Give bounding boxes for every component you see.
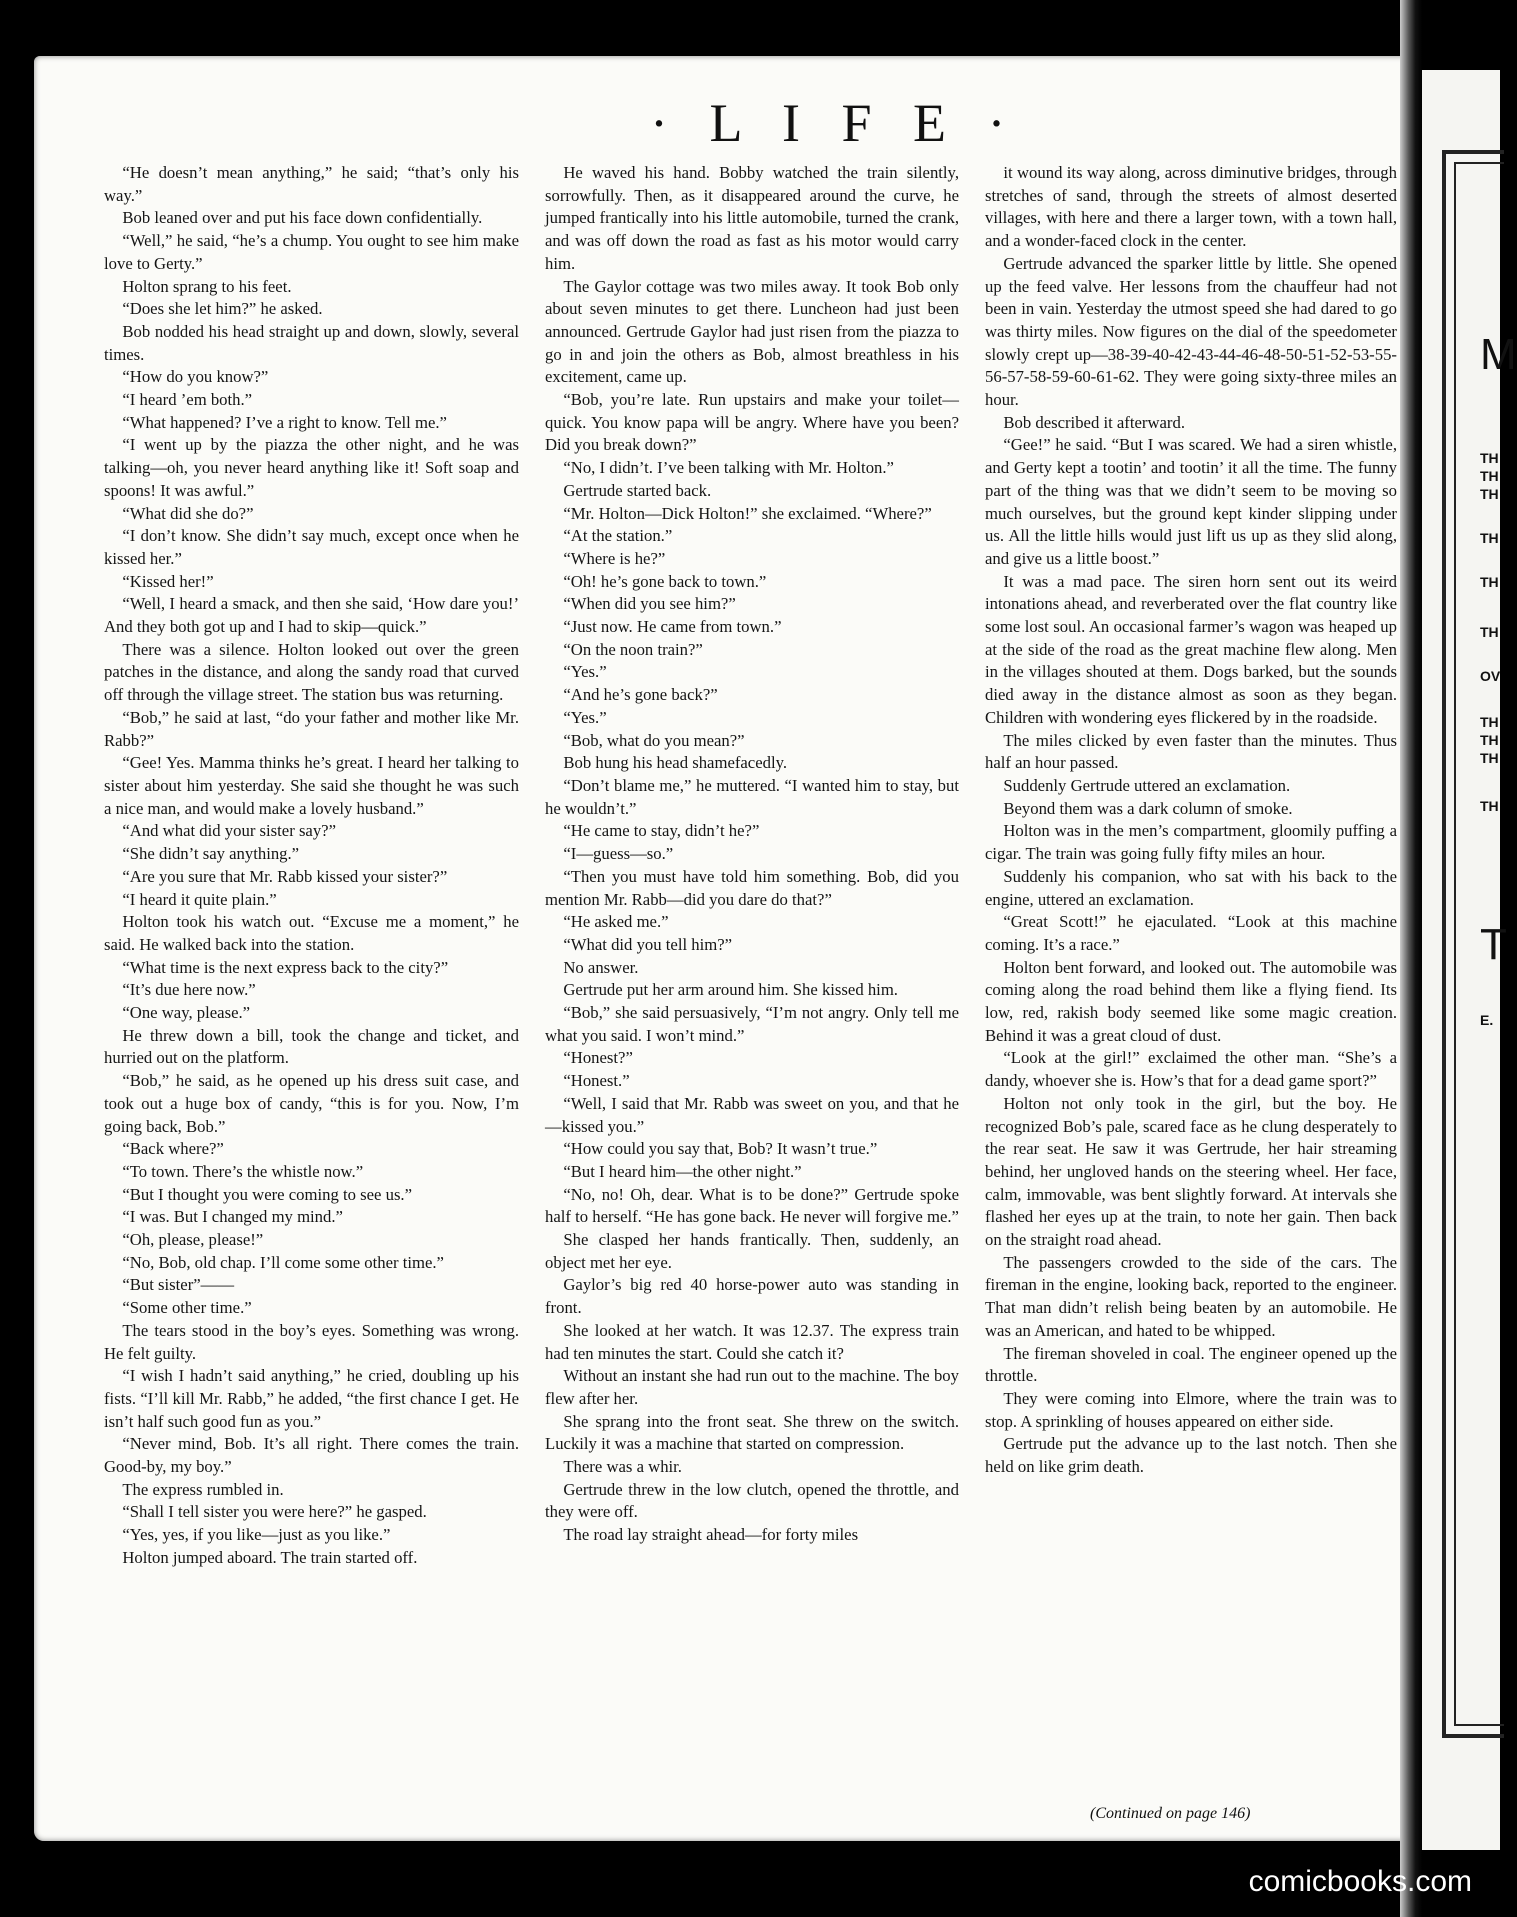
paragraph: “Bob,” she said persuasively, “I’m not angry. Only tell me what you said. I won’t mind.” (545, 1003, 959, 1045)
paragraph: “How do you know?” (122, 367, 269, 387)
paragraph: “Never mind, Bob. It’s all right. There comes the train. Good-by, my boy.” (104, 1434, 519, 1477)
facing-page-fragment: M (1480, 330, 1517, 379)
paragraph: “To town. There’s the whistle now.” (122, 1161, 364, 1181)
paragraph: He waved his hand. Bobby watched the train silently, sorrowfully. Then, as it disappeared around the curve, he jumped frantically into his little automobile, turned the crank, and was off down the road as fast as his motor would carry him. (545, 163, 959, 273)
paragraph: “Oh, please, please!” (122, 1230, 264, 1250)
paragraph: The Gaylor cottage was two miles away. It took Bob only about seven minutes to get there. Luncheon had just been announced. Gertrude Gaylor had just risen from the piazza to go in and join the others as Bob, almost breathless in his excitement, came up. (545, 276, 959, 387)
paragraph: “But I heard him—the other night.” (563, 1161, 802, 1181)
paragraph: “I heard ’em both.” (122, 390, 253, 410)
paragraph: “Mr. Holton—Dick Holton!” she exclaimed. “Where?” (563, 503, 932, 523)
paragraph: “No, Bob, old chap. I’ll come some other time.” (122, 1252, 444, 1272)
paragraph: She clasped her hands frantically. Then, suddenly, an object met her eye. (545, 1230, 959, 1272)
paragraph: “Back where?” (122, 1139, 224, 1159)
paragraph: “She didn’t say anything.” (122, 844, 300, 864)
paragraph: Bob described it afterward. (1003, 412, 1185, 432)
facing-page-fragment: TH (1480, 468, 1499, 484)
paragraph: Gertrude put her arm around him. She kissed him. (563, 980, 898, 1000)
paragraph: Gertrude threw in the low clutch, opened the throttle, and they were off. (545, 1479, 959, 1522)
text-column-2 (545, 162, 959, 1547)
facing-page-fragment: OV (1480, 668, 1501, 684)
paragraph: “He doesn’t mean anything,” he said; “that’s only his way.” (104, 163, 519, 205)
paragraph: “I was. But I changed my mind.” (122, 1207, 343, 1227)
paragraph: “Well, I heard a smack, and then she said, ‘How dare you!’ And they both got up and I had to skip—quick.” (104, 594, 519, 637)
paragraph: Holton took his watch out. “Excuse me a moment,” he said. He walked back into the station. (104, 912, 519, 954)
paragraph: “Yes, yes, if you like—just as you like.” (122, 1525, 391, 1545)
paragraph: “What did you tell him?” (563, 934, 733, 954)
paragraph: Gertrude started back. (563, 480, 712, 500)
paragraph: There was a silence. Holton looked out over the green patches in the distance, and along the sandy road that curved off through the village street. The station bus was returning. (104, 639, 519, 705)
paragraph: “Well,” he said, “he’s a chump. You ought to see him make love to Gerty.” (104, 231, 519, 273)
paragraph: “I don’t know. She didn’t say much, except once when he kissed her.” (104, 526, 519, 568)
paragraph: “He came to stay, didn’t he?” (563, 821, 760, 841)
paragraph: “Look at the girl!” exclaimed the other man. “She’s a dandy, whoever she is. How’s that for a dead game sport?” (985, 1048, 1397, 1091)
paragraph: Beyond them was a dark column of smoke. (1003, 798, 1293, 818)
paragraph: Holton was in the men’s compartment, gloomily puffing a cigar. The train was going fully fifty miles an hour. (985, 821, 1397, 864)
paragraph: “And he’s gone back?” (563, 685, 718, 705)
paragraph: Gertrude put the advance up to the last notch. Then she held on like grim death. (985, 1434, 1397, 1477)
paragraph: Without an instant she had run out to the machine. The boy flew after her. (545, 1366, 959, 1408)
paragraph: The tears stood in the boy’s eyes. Something was wrong. He felt guilty. (104, 1320, 519, 1363)
paragraph: They were coming into Elmore, where the train was to stop. A sprinkling of houses appeared on either side. (985, 1388, 1397, 1431)
paragraph: “Bob, you’re late. Run upstairs and make your toilet—quick. You know papa will be angry. Where have you been? Did you break down?” (545, 390, 959, 455)
paragraph: “But I thought you were coming to see us.” (122, 1184, 413, 1204)
paragraph: She sprang into the front seat. She threw on the switch. Luckily it was a machine that started on compression. (545, 1411, 959, 1454)
facing-page-fragment: TH (1480, 530, 1499, 546)
paragraph: The passengers crowded to the side of the cars. The fireman in the engine, looking back, reported to the engineer. That man didn’t relish being beaten by an automobile. He was an American, and hated to be whipped. (985, 1252, 1397, 1340)
watermark: comicbooks.com (1248, 1865, 1472, 1898)
paragraph: Bob leaned over and put his face down confidentially. (122, 208, 483, 228)
paragraph: The fireman shoveled in coal. The engineer opened up the throttle. (985, 1343, 1397, 1386)
paragraph: Bob hung his head shamefacedly. (563, 753, 788, 773)
paragraph: “Bob, what do you mean?” (563, 730, 745, 750)
masthead: · L I F E · (650, 93, 1020, 153)
paragraph: Holton jumped aboard. The train started off. (122, 1547, 418, 1567)
paragraph: “But sister”—— (122, 1275, 235, 1295)
paragraph: “At the station.” (563, 526, 673, 546)
paragraph: She looked at her watch. It was 12.37. The express train had ten minutes the start. Could she catch it? (545, 1320, 959, 1363)
paragraph: “Where is he?” (563, 548, 666, 568)
paragraph: “One way, please.” (122, 1003, 251, 1023)
paragraph: “It’s due here now.” (122, 980, 256, 1000)
paragraph: “Gee!” he said. “But I was scared. We had a siren whistle, and Gerty kept a tootin’ and tootin’ it all the time. The funny part of the thing was that we didn’t seem to be moving so much ourselves, but the ground kept kinder slipping under us. All the little hills would just lift us up as they slid along, and give us a little boost.” (985, 435, 1397, 568)
paragraph: “On the noon train?” (563, 639, 703, 659)
paragraph: Bob nodded his head straight up and down, slowly, several times. (104, 321, 519, 364)
facing-page-fragment: TH (1480, 714, 1499, 730)
facing-page-fragment: E. (1480, 1012, 1494, 1028)
paragraph: “Bob,” he said at last, “do your father and mother like Mr. Rabb?” (104, 707, 519, 750)
paragraph: “Just now. He came from town.” (563, 617, 782, 637)
paragraph: Gertrude advanced the sparker little by little. She opened up the feed valve. Her lessons from the chauffeur had not been in vain. Yesterday the utmost speed she had dared to go was thirty miles. Now figures on the dial of the speedometer slowly crept up—38-39-40-42-43-44-46-48-50-51-52-53-55-56-57-58-59-60-61-62. They were going sixty-three miles an hour. (985, 253, 1397, 410)
paragraph: The road lay straight ahead—for forty miles (563, 1525, 859, 1545)
paragraph: “Shall I tell sister you were here?” he gasped. (122, 1502, 427, 1522)
paragraph: “I—guess—so.” (563, 844, 674, 864)
paragraph: “Are you sure that Mr. Rabb kissed your sister?” (122, 866, 448, 886)
paragraph: Suddenly his companion, who sat with his back to the engine, uttered an exclamation. (985, 866, 1397, 909)
paragraph: “How could you say that, Bob? It wasn’t true.” (563, 1139, 878, 1159)
facing-page-fragment: TH (1480, 574, 1499, 590)
paragraph: It was a mad pace. The siren horn sent out its weird intonations ahead, and reverberated over the flat country like some lost soul. An occasional farmer’s wagon was heaped up at the side of the road as the great machine flew along. Men in the villages shouted at them. Dogs barked, but the sounds died away in the distance almost as soon as they began. Children with wondering eyes flickered by in the roadside. (985, 571, 1397, 727)
paragraph: “When did you see him?” (563, 594, 736, 614)
book-spine (1400, 0, 1422, 1917)
paragraph: Holton bent forward, and looked out. The automobile was coming along the road behind them like a flying fiend. Its low, red, rakish body seemed like some magic creation. Behind it was a great cloud of dust. (985, 957, 1397, 1045)
facing-page-fragment: T (1480, 920, 1507, 969)
facing-page-fragment: TH (1480, 798, 1499, 814)
paragraph: Holton sprang to his feet. (122, 276, 292, 296)
paragraph: “Gee! Yes. Mamma thinks he’s great. I heard her talking to sister about him yesterday. She said she thought he was such a nice man, and would make a lovely husband.” (104, 753, 519, 818)
paragraph: “Oh! he’s gone back to town.” (563, 571, 767, 591)
paragraph: it wound its way along, across diminutive bridges, through stretches of sand, through the streets of almost deserted villages, with here and there a larger town, with a town hall, and a wonder-faced clock in the center. (985, 163, 1397, 251)
facing-page-fragment: TH (1480, 750, 1499, 766)
paragraph: Suddenly Gertrude uttered an exclamation. (1003, 775, 1291, 795)
continued-note: (Continued on page 146) (1090, 1805, 1251, 1822)
paragraph: The miles clicked by even faster than the minutes. Thus half an hour passed. (985, 730, 1397, 773)
paragraph: “Yes.” (563, 707, 607, 727)
text-column-3 (985, 162, 1397, 1479)
paragraph: “Great Scott!” he ejaculated. “Look at this machine coming. It’s a race.” (985, 912, 1397, 954)
paragraph: “Well, I said that Mr. Rabb was sweet on you, and that he—kissed you.” (545, 1093, 959, 1136)
facing-page-fragment: TH (1480, 486, 1499, 502)
paragraph: “Bob,” he said, as he opened up his dress suit case, and took out a huge box of candy, “this is for you. Now, I’m going back, Bob.” (104, 1071, 519, 1136)
paragraph: “Honest?” (563, 1048, 633, 1068)
paragraph: “I went up by the piazza the other night, and he was talking—oh, you never heard anything like it! Soft soap and spoons! It was awful.” (104, 435, 519, 500)
paragraph: “What happened? I’ve a right to know. Tell me.” (122, 412, 447, 432)
paragraph: The express rumbled in. (122, 1479, 284, 1499)
paragraph: “What did she do?” (122, 503, 254, 523)
paragraph: No answer. (563, 957, 639, 977)
paragraph: “No, no! Oh, dear. What is to be done?” Gertrude spoke half to herself. “He has gone back. He never will forgive me.” (545, 1184, 959, 1227)
paragraph: He threw down a bill, took the change and ticket, and hurried out on the platform. (104, 1025, 519, 1068)
facing-page-fragment: TH (1480, 624, 1499, 640)
paragraph: “What time is the next express back to the city?” (122, 957, 449, 977)
paragraph: “Yes.” (563, 662, 607, 682)
facing-page-fragment: TH (1480, 450, 1499, 466)
facing-page-fragment: TH (1480, 732, 1499, 748)
paragraph: “Kissed her!” (122, 571, 214, 591)
text-column-1 (104, 162, 519, 1570)
paragraph: “Does she let him?” he asked. (122, 299, 323, 319)
paragraph: “Don’t blame me,” he muttered. “I wanted him to stay, but he wouldn’t.” (545, 775, 959, 818)
paragraph: “Honest.” (563, 1071, 630, 1091)
paragraph: “And what did your sister say?” (122, 821, 336, 841)
paragraph: Gaylor’s big red 40 horse-power auto was standing in front. (545, 1275, 959, 1318)
paragraph: “No, I didn’t. I’ve been talking with Mr. Holton.” (563, 458, 894, 478)
paragraph: Holton not only took in the girl, but the boy. He recognized Bob’s pale, scared face as he clung desperately to the rear seat. He saw it was Gertrude, her hair streaming behind, her ungloved hands on the steering wheel. Her face, calm, immovable, was bent slightly forward. At intervals she flashed her eyes up at the train, to note her gain. Then back on the straight road ahead. (985, 1093, 1397, 1250)
paragraph: “Some other time.” (122, 1298, 252, 1318)
paragraph: “I wish I hadn’t said anything,” he cried, doubling up his fists. “I’ll kill Mr. Rabb,” he added, “the first chance I get. He isn’t half such good fun as you.” (104, 1366, 519, 1431)
paragraph: “He asked me.” (563, 912, 669, 932)
paragraph: “Then you must have told him something. Bob, did you mention Mr. Rabb—did you dare do that?” (545, 866, 959, 909)
paragraph: There was a whir. (563, 1457, 682, 1477)
paragraph: “I heard it quite plain.” (122, 889, 277, 909)
